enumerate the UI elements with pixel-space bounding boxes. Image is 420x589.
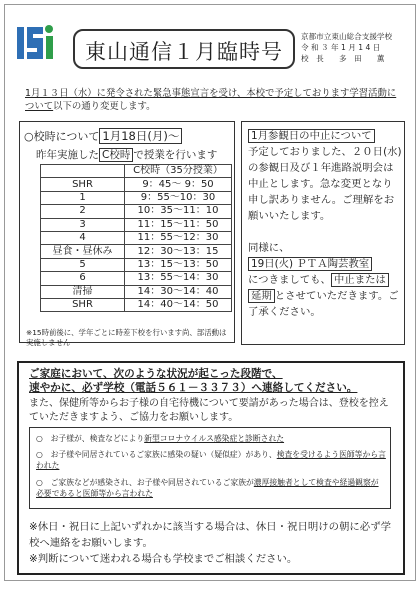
- cancellation-line2: 同様に、: [248, 242, 290, 254]
- table-row: [41, 205, 232, 218]
- schedule-heading-prefix: ○校時について: [24, 130, 100, 143]
- cancellation-heading: 1月参観日の中止について: [248, 129, 375, 143]
- notice-primary-a: ご家庭において、次のような状況が起こった段階で、: [29, 368, 283, 380]
- condition-text: ○ ご家族などが感染され、お子様や同居されているご家族が: [36, 478, 254, 487]
- condition-highlight: 濃厚接触者として検査や経過観察が必要であると医師等から言われた: [36, 478, 379, 498]
- table-row: [41, 298, 232, 311]
- principal-name: 校 長 多 田 薫: [301, 54, 385, 63]
- notice-footer: [29, 519, 395, 567]
- school-info: [301, 31, 392, 64]
- condition-text: ○ お子様や同居されているご家族に感染の疑い（疑似症）があり、: [36, 450, 277, 459]
- table-row: [41, 258, 232, 271]
- pta-event: 19日(火) ＰＴＡ陶芸教室: [248, 257, 372, 271]
- notice-primary: [29, 367, 395, 395]
- time-cell: 14：30～14：40: [125, 285, 232, 298]
- notice-primary-b: 速やかに、必ず学校（電話５６１－３３７３）へ連絡してください。: [29, 382, 358, 394]
- schedule-subheading-prefix: 昨年実施した: [36, 149, 99, 161]
- schedule-subheading: [36, 147, 217, 162]
- condition-item: [36, 450, 386, 471]
- schedule-subheading-suffix: で授業を行います: [133, 149, 218, 161]
- document-page: [4, 4, 416, 581]
- title-box: [73, 29, 295, 69]
- page-title: 東山通信１月臨時号: [85, 40, 283, 64]
- school-name: 京都市立東山総合支援学校: [301, 32, 393, 41]
- time-cell: 12：30～13：15: [125, 245, 232, 258]
- cancellation-box: [241, 121, 405, 345]
- holiday-note: ※休日・祝日に上記いずれかに該当する場合は、休日・祝日明けの朝に必ず学校へ連絡をお願いします。: [29, 521, 391, 549]
- table-row: [41, 245, 232, 258]
- table-row: [41, 178, 232, 191]
- condition-item: [36, 434, 386, 445]
- period-cell: 5: [41, 258, 125, 271]
- time-cell: 13：15～13：50: [125, 258, 232, 271]
- schedule-heading: [24, 128, 182, 144]
- table-row: [41, 191, 232, 204]
- time-cell: 9：45～ 9：50: [125, 178, 232, 191]
- period-cell: 昼食・昼休み: [41, 245, 125, 258]
- time-cell: 14：40～14：50: [125, 298, 232, 311]
- action-cancel: 中止または: [331, 273, 389, 287]
- conditions-box: [29, 427, 391, 509]
- event-suffix: につきましても、: [248, 274, 331, 286]
- time-cell: 9：55～10：30: [125, 191, 232, 204]
- intro-part2: 以下の通り変更します。: [53, 101, 156, 112]
- period-cell: 3: [41, 218, 125, 231]
- consult-note: ※判断について迷われる場合も学校までご相談ください。: [29, 553, 298, 565]
- schedule-box: [19, 121, 235, 347]
- cancellation-body: 予定しておりました、２０日(水)の参観日及び１年進路説明会は中止とします。急な変更となり申し訳ありません。ご理解をお願いいたします。: [248, 146, 402, 222]
- intro-text: [25, 87, 405, 113]
- school-logo-icon: [13, 19, 61, 67]
- cancellation-content: [248, 128, 402, 320]
- condition-text: ○ お子様が、検査などにより: [36, 434, 145, 443]
- condition-item: [36, 478, 386, 499]
- action-suffix: とさせていただきます。ご了承ください。: [248, 290, 399, 318]
- contact-notice-box: [17, 361, 405, 575]
- action-postpone: 延期: [248, 289, 275, 303]
- table-row: [41, 218, 232, 231]
- intro-part1: 1月１３日（水）に発令された緊急事態宣言を受け、本校で予定しております学習活動について: [25, 88, 397, 112]
- period-cell: 1: [41, 191, 125, 204]
- period-cell: SHR: [41, 178, 125, 191]
- dismissal-note: ※15時前後に、学年ごとに時差下校を行います尚、部活動は実施しません: [26, 328, 227, 347]
- period-cell: 清掃: [41, 285, 125, 298]
- time-cell: 13：55～14：30: [125, 272, 232, 285]
- table-header-row: [41, 165, 232, 178]
- time-cell: 10：35～11：10: [125, 205, 232, 218]
- table-row: [41, 285, 232, 298]
- period-cell: 2: [41, 205, 125, 218]
- table-header: C校時（35分授業）: [125, 165, 232, 178]
- schedule-type-box: C校時: [99, 148, 133, 162]
- period-cell: 4: [41, 231, 125, 244]
- table-row: [41, 231, 232, 244]
- table-header-blank: [41, 165, 125, 178]
- schedule-table: [40, 164, 232, 312]
- condition-highlight: 検査を受けるよう医師等から言われた: [36, 450, 386, 470]
- schedule-start-date: 1月18日(月)～: [99, 128, 182, 144]
- period-cell: SHR: [41, 298, 125, 311]
- time-cell: 11：15～11：50: [125, 218, 232, 231]
- table-row: [41, 272, 232, 285]
- condition-highlight: 新型コロナウイルス感染症と診断された: [144, 434, 285, 443]
- issue-date: 令 和 ３ 年 1 月 1 4 日: [301, 43, 381, 52]
- notice-secondary: また、保健所等からお子様の自宅待機について要請があった場合は、登校を控えていただきますよう、ご協力をお願いします。: [29, 398, 389, 423]
- time-cell: 11：55～12：30: [125, 231, 232, 244]
- period-cell: 6: [41, 272, 125, 285]
